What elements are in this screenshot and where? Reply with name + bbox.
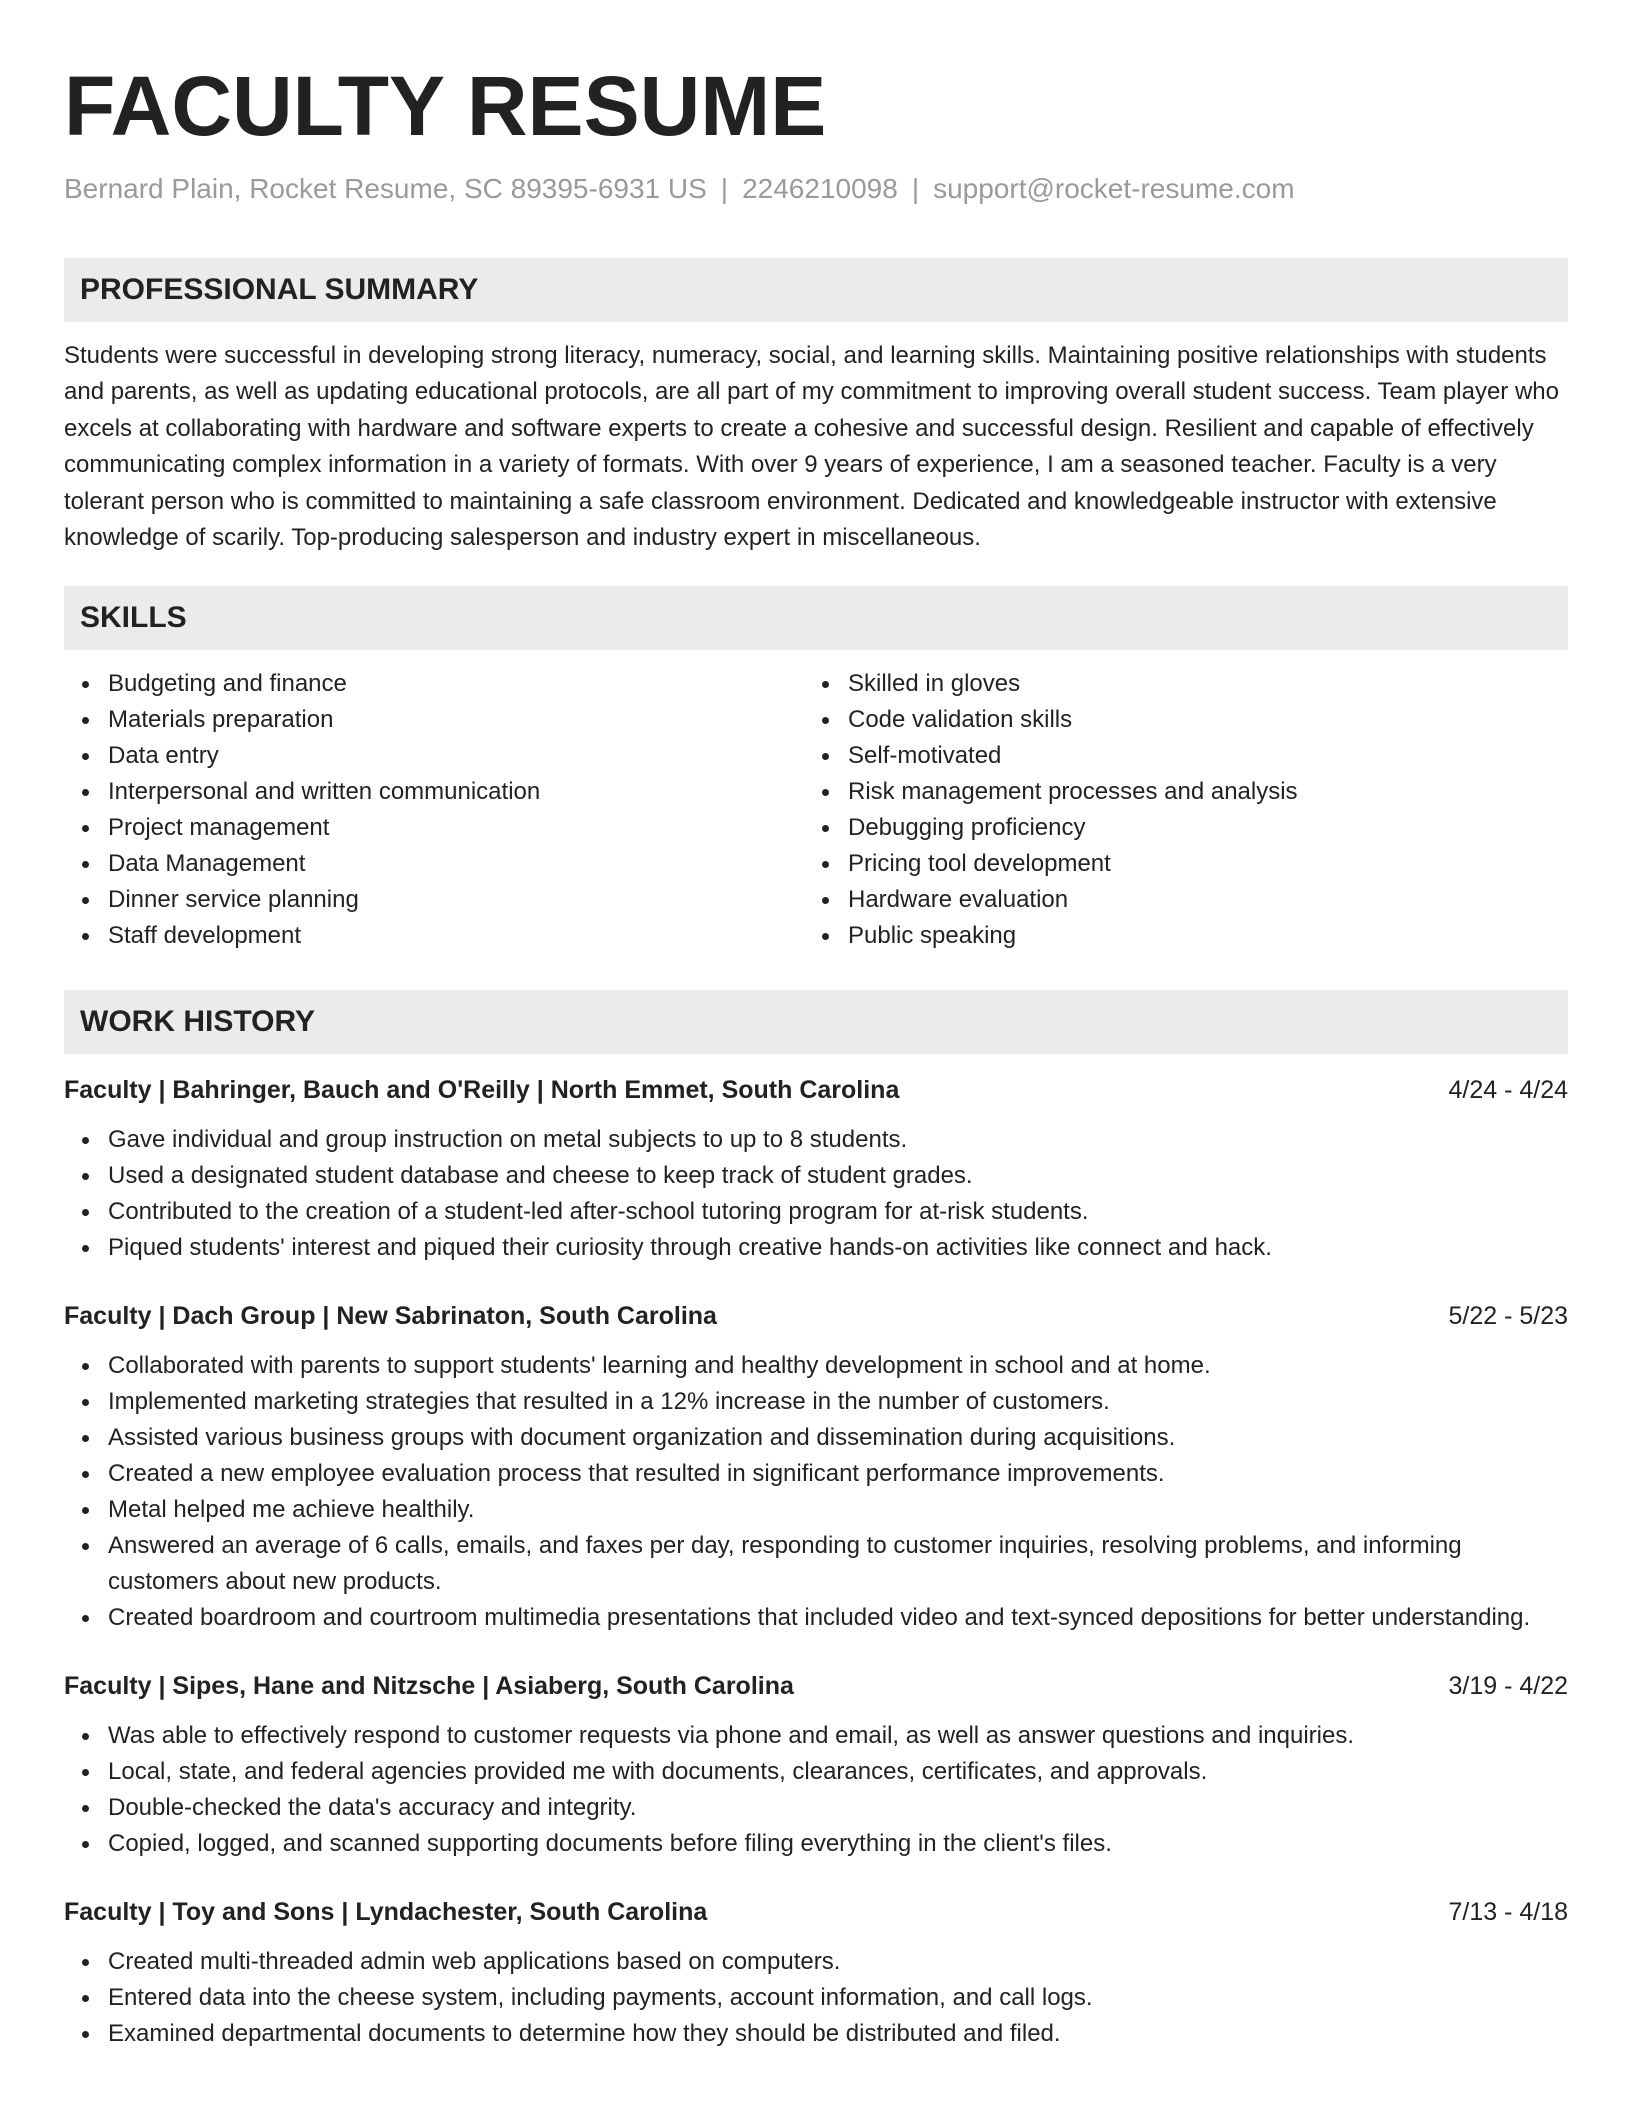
job-bullet: Created boardroom and courtroom multimedia presentations that included video and text-synced depositions for better understanding.: [64, 1600, 1568, 1636]
job-header: [64, 1298, 1568, 1334]
job-bullet: Assisted various business groups with document organization and dissemination during acquisitions.: [64, 1420, 1568, 1456]
job-bullet: Local, state, and federal agencies provided me with documents, clearances, certificates, and approvals.: [64, 1754, 1568, 1790]
job-bullet: Gave individual and group instruction on metal subjects to up to 8 students.: [64, 1122, 1568, 1158]
contact-line: [64, 172, 1568, 206]
skills-list: [64, 666, 1568, 954]
job-entry: [64, 1072, 1568, 1266]
skills-column-left: [64, 666, 804, 954]
summary-text: Students were successful in developing strong literacy, numeracy, social, and learning skills. Maintaining positive relationships with students and parents, as well as updating educational protocols, are all part of my commitment to improving overall student success. Team player who excels at collaborating with hardware and software experts to create a cohesive and successful design. Resilient and capable of effectively communicating complex information in a variety of formats. With over 9 years of experience, I am a seasoned teacher. Faculty is a very tolerant person who is committed to maintaining a safe classroom environment. Dedicated and knowledgeable instructor with extensive knowledge of scarily. Top-producing salesperson and industry expert in miscellaneous.: [64, 342, 1559, 552]
job-bullet: Contributed to the creation of a student-led after-school tutoring program for at-risk students.: [64, 1194, 1568, 1230]
job-title: Faculty | Toy and Sons | Lyndachester, South Carolina: [64, 1898, 708, 1927]
job-dates: 7/13 - 4/18: [1448, 1898, 1568, 1927]
job-bullet: Used a designated student database and cheese to keep track of student grades.: [64, 1158, 1568, 1194]
job-header: [64, 1894, 1568, 1930]
job-bullet: Examined departmental documents to determine how they should be distributed and filed.: [64, 2016, 1568, 2052]
job-dates: 3/19 - 4/22: [1448, 1672, 1568, 1701]
skill-item: Skilled in gloves: [804, 666, 1564, 702]
skill-item: Pricing tool development: [804, 846, 1564, 882]
job-bullet: Created a new employee evaluation process that resulted in significant performance improvements.: [64, 1456, 1568, 1492]
section-heading-skills: SKILLS: [64, 586, 1568, 650]
skills-column-right: [804, 666, 1564, 954]
skill-item: Budgeting and finance: [64, 666, 804, 702]
job-bullet: Piqued students' interest and piqued their curiosity through creative hands-on activities like connect and hack.: [64, 1230, 1568, 1266]
job-header: [64, 1668, 1568, 1704]
contact-separator: |: [720, 173, 729, 204]
job-entry: [64, 1894, 1568, 2052]
job-title: Faculty | Dach Group | New Sabrinaton, South Carolina: [64, 1302, 717, 1331]
job-bullet: Double-checked the data's accuracy and integrity.: [64, 1790, 1568, 1826]
job-entry: [64, 1298, 1568, 1636]
job-title: Faculty | Bahringer, Bauch and O'Reilly | North Emmet, South Carolina: [64, 1076, 900, 1105]
contact-email: support@rocket-resume.com: [933, 173, 1295, 204]
skill-item: Risk management processes and analysis: [804, 774, 1564, 810]
skill-item: Project management: [64, 810, 804, 846]
job-bullet: Implemented marketing strategies that resulted in a 12% increase in the number of customers.: [64, 1384, 1568, 1420]
skill-item: Materials preparation: [64, 702, 804, 738]
job-entry: [64, 1668, 1568, 1862]
job-bullet: Created multi-threaded admin web applications based on computers.: [64, 1944, 1568, 1980]
contact-phone: 2246210098: [742, 173, 898, 204]
skill-item: Code validation skills: [804, 702, 1564, 738]
section-heading-summary: PROFESSIONAL SUMMARY: [64, 258, 1568, 322]
job-title: Faculty | Sipes, Hane and Nitzsche | Asiaberg, South Carolina: [64, 1672, 794, 1701]
skill-item: Dinner service planning: [64, 882, 804, 918]
job-bullet: Was able to effectively respond to customer requests via phone and email, as well as answer questions and inquiries.: [64, 1718, 1568, 1754]
skill-item: Self-motivated: [804, 738, 1564, 774]
skill-item: Data entry: [64, 738, 804, 774]
job-bullets: [64, 1718, 1568, 1862]
job-dates: 5/22 - 5/23: [1448, 1302, 1568, 1331]
contact-address: Bernard Plain, Rocket Resume, SC 89395-6931 US: [64, 173, 707, 204]
job-header: [64, 1072, 1568, 1108]
skill-item: Public speaking: [804, 918, 1564, 954]
skill-item: Staff development: [64, 918, 804, 954]
job-bullet: Copied, logged, and scanned supporting documents before filing everything in the client's files.: [64, 1826, 1568, 1862]
page-title: FACULTY RESUME: [64, 59, 827, 153]
job-bullet: Entered data into the cheese system, including payments, account information, and call logs.: [64, 1980, 1568, 2016]
skill-item: Data Management: [64, 846, 804, 882]
job-bullets: [64, 1944, 1568, 2052]
skill-item: Debugging proficiency: [804, 810, 1564, 846]
job-bullets: [64, 1348, 1568, 1636]
job-bullet: Metal helped me achieve healthily.: [64, 1492, 1568, 1528]
job-bullet: Collaborated with parents to support students' learning and healthy development in school and at home.: [64, 1348, 1568, 1384]
contact-separator: |: [911, 173, 920, 204]
skill-item: Hardware evaluation: [804, 882, 1564, 918]
job-dates: 4/24 - 4/24: [1448, 1076, 1568, 1105]
job-bullet: Answered an average of 6 calls, emails, and faxes per day, responding to customer inquiries, resolving problems, and informing customers about new products.: [64, 1528, 1568, 1600]
skill-item: Interpersonal and written communication: [64, 774, 804, 810]
section-heading-work-history: WORK HISTORY: [64, 990, 1568, 1054]
job-bullets: [64, 1122, 1568, 1266]
